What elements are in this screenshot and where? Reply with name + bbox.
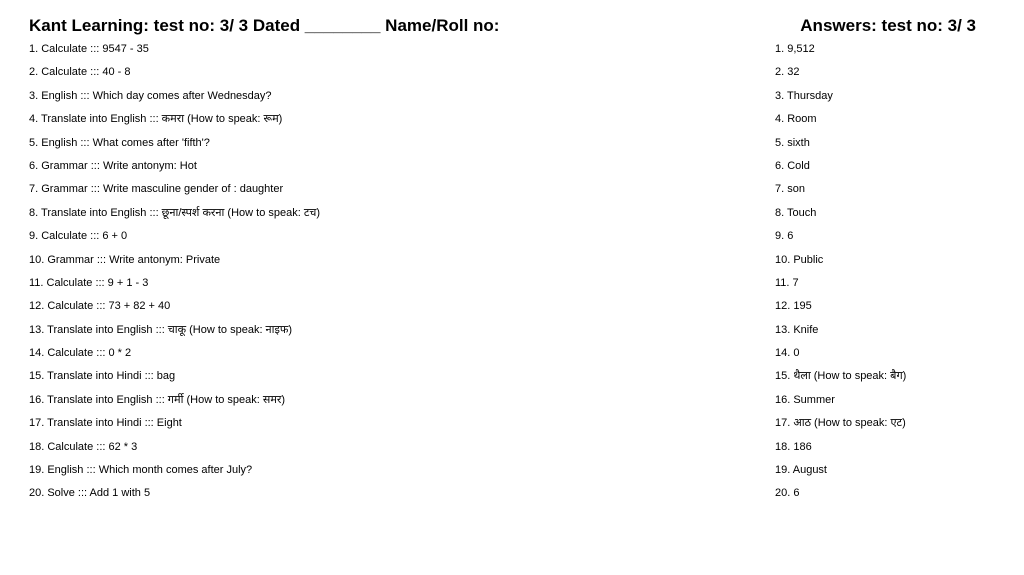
answer-item: 20. 6: [775, 487, 800, 500]
answer-item: 19. August: [775, 464, 827, 477]
answer-item: 2. 32: [775, 66, 800, 79]
question-item: 2. Calculate ::: 40 - 8: [29, 66, 131, 79]
question-item: 12. Calculate ::: 73 + 82 + 40: [29, 300, 171, 313]
answer-item: 9. 6: [775, 230, 794, 243]
question-item: 14. Calculate ::: 0 * 2: [29, 347, 132, 360]
question-item: 5. English ::: What comes after 'fifth'?: [29, 136, 210, 149]
question-item: 20. Solve ::: Add 1 with 5: [29, 487, 151, 500]
answers-header: Answers: test no: 3/ 3: [800, 16, 976, 35]
question-item: 6. Grammar ::: Write antonym: Hot: [29, 159, 197, 172]
test-header: Kant Learning: test no: 3/ 3 Dated ________ Name/Roll no:: [29, 16, 500, 35]
answer-item: 1. 9,512: [775, 43, 815, 55]
answer-item: 10. Public: [775, 253, 824, 266]
answer-list: [775, 41, 906, 509]
answer-item: 4. Room: [775, 113, 817, 126]
answer-item: 8. Touch: [775, 206, 817, 219]
answer-item: 11. 7: [775, 276, 799, 289]
answer-item: 16. Summer: [775, 393, 835, 406]
question-item: 17. Translate into Hindi ::: Eight: [29, 417, 182, 430]
answer-item: 5. sixth: [775, 136, 810, 149]
question-item: 18. Calculate ::: 62 * 3: [29, 440, 138, 453]
answer-item: 6. Cold: [775, 159, 810, 172]
answer-item: 18. 186: [775, 440, 812, 453]
question-item: 1. Calculate ::: 9547 - 35: [29, 43, 149, 55]
answer-item: 14. 0: [775, 347, 800, 360]
question-item: 7. Grammar ::: Write masculine gender of : daughter: [29, 183, 284, 196]
question-item: 16. Translate into English ::: गर्मी (How to speak: समर): [29, 393, 286, 406]
question-list: [29, 41, 320, 509]
question-item: 15. Translate into Hindi ::: bag: [29, 370, 176, 383]
question-item: 8. Translate into English ::: छूना/स्पर्श करना (How to speak: टच): [29, 206, 321, 219]
answer-item: 3. Thursday: [775, 89, 833, 102]
question-item: 4. Translate into English ::: कमरा (How to speak: रूम): [29, 113, 283, 126]
question-item: 9. Calculate ::: 6 + 0: [29, 230, 128, 243]
question-item: 10. Grammar ::: Write antonym: Private: [29, 253, 221, 266]
question-item: 13. Translate into English ::: चाकू (How to speak: नाइफ): [29, 323, 293, 336]
answer-item: 17. आठ (How to speak: एट): [775, 417, 906, 430]
answer-item: 15. थैला (How to speak: बैग): [775, 370, 907, 383]
answer-item: 13. Knife: [775, 323, 819, 336]
question-item: 19. English ::: Which month comes after July?: [29, 464, 253, 477]
answer-item: 7. son: [775, 183, 805, 196]
question-item: 3. English ::: Which day comes after Wednesday?: [29, 89, 272, 102]
question-item: 11. Calculate ::: 9 + 1 - 3: [29, 276, 149, 289]
answer-item: 12. 195: [775, 300, 812, 313]
